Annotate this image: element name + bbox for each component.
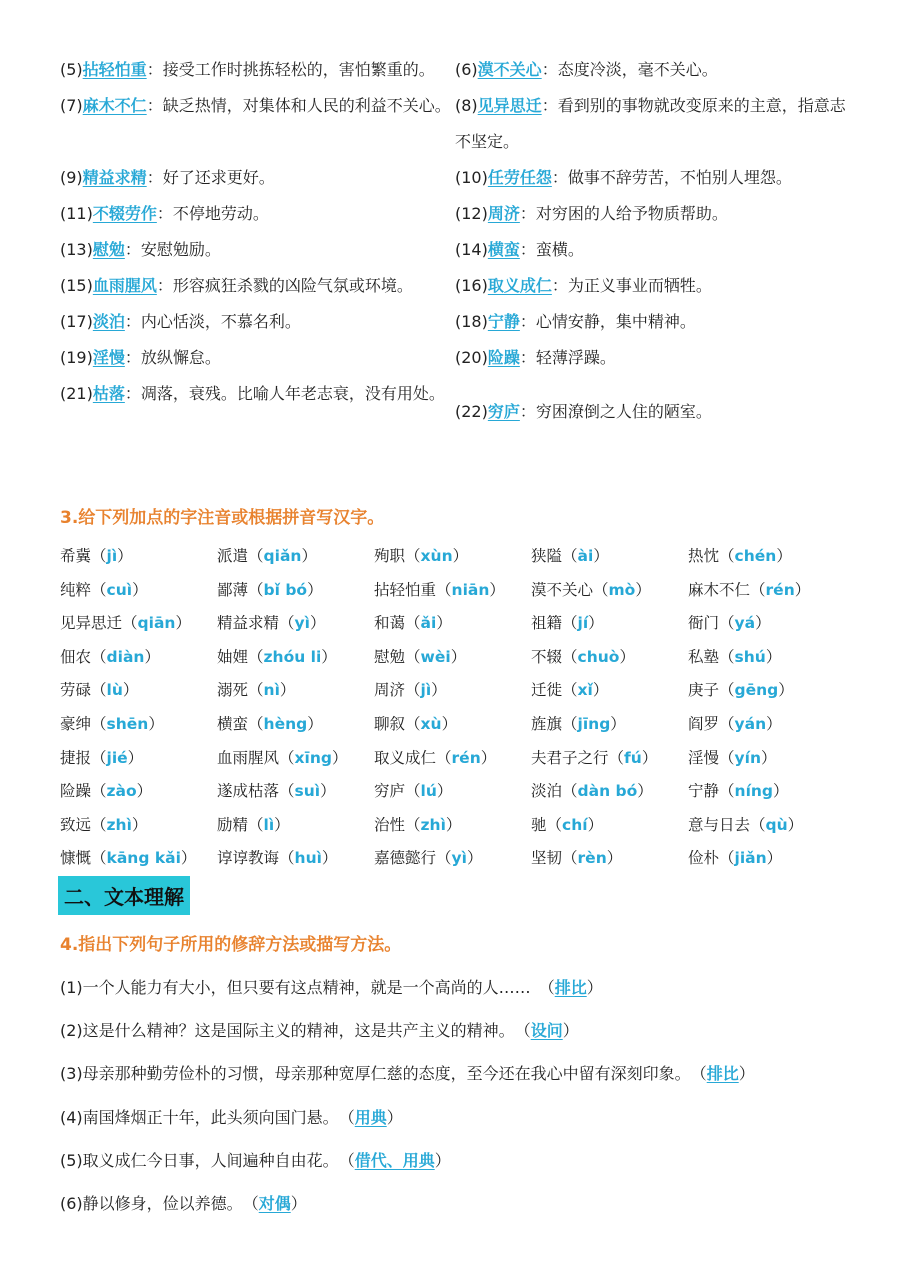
item-number: (13) [60, 240, 93, 259]
item-number: (7) [60, 96, 83, 115]
word: 捷报 [60, 748, 92, 767]
answer: 排比 [554, 978, 587, 997]
pinyin: lú [420, 782, 437, 801]
sentence-text: 静以修身，俭以养德。 [82, 1193, 243, 1213]
pinyin: xǐ [577, 681, 593, 700]
pinyin-item: 不辍（chuò） [531, 647, 635, 666]
pinyin: chuò [577, 647, 620, 666]
word: 迁徙 [531, 681, 563, 700]
pinyin: yán [734, 714, 767, 733]
pinyin: xīng [294, 748, 332, 767]
pinyin: bǐ bó [263, 580, 308, 599]
pinyin-item: 豪绅（shēn） [60, 714, 164, 733]
pinyin-item: 穷庐（lú） [374, 782, 453, 801]
pinyin: zhóu li [263, 647, 322, 666]
vocab-word: 淫慢 [92, 348, 125, 367]
item-number: (1) [60, 978, 83, 997]
pinyin-item: 聊叙（xù） [374, 714, 458, 733]
pinyin-item: 驰（chí） [531, 815, 604, 834]
pinyin: suì [294, 782, 321, 801]
word: 意与日去 [688, 815, 751, 834]
word: 俭朴 [688, 849, 720, 868]
sentence-text: 一个人能力有大小，但只要有这点精神，就是一个高尚的人…… [82, 978, 531, 997]
word: 慰勉 [374, 647, 406, 666]
vocab-definition: ：缺乏热情，对集体和人民的利益不关心。 [146, 96, 451, 115]
word: 希冀 [60, 547, 92, 565]
item-number: (2) [60, 1021, 83, 1041]
vocab-word: 拈轻怕重 [82, 60, 147, 79]
pinyin: yì [294, 614, 310, 633]
pinyin-item: 慷慨（kāng kǎi） [60, 849, 197, 868]
item-number: (18) [455, 312, 488, 331]
word: 纯粹 [60, 580, 92, 599]
vocab-item [60, 196, 455, 232]
vocab-word: 穷庐 [487, 402, 520, 421]
word: 横蛮 [217, 714, 249, 733]
pinyin: ǎi [420, 614, 437, 633]
pinyin: diàn [106, 647, 145, 666]
word: 旌旗 [531, 714, 563, 733]
vocab-row [60, 376, 860, 430]
vocab-item [455, 160, 850, 196]
pinyin: rén [765, 580, 795, 599]
pinyin-grid [60, 540, 860, 876]
vocab-definition: ：穷困潦倒之人住的陋室。 [519, 402, 712, 421]
vocab-definition: ：轻薄浮躁。 [519, 348, 616, 367]
word: 励精 [217, 815, 249, 834]
sentence-text: 这是什么精神？这是国际主义的精神，这是共产主义的精神。 [82, 1021, 515, 1041]
pinyin: shú [734, 647, 766, 666]
item-number: (8) [455, 96, 478, 115]
vocab-word: 漠不关心 [477, 60, 542, 79]
pinyin: ài [577, 547, 594, 565]
pinyin-item: 夫君子之行（fú） [531, 748, 658, 767]
sentence-list [60, 966, 880, 1225]
pinyin: qiǎn [263, 547, 302, 565]
word: 穷庐 [374, 782, 406, 801]
pinyin-item: 励精（lì） [217, 815, 290, 834]
vocab-definition: ：安慰勉励。 [124, 240, 221, 259]
sentence-item: (4)南国烽烟正十年，此头须向国门悬。 （用典） [60, 1107, 403, 1127]
vocab-row [60, 52, 860, 88]
pinyin: wèi [420, 647, 451, 666]
vocab-word: 不辍劳作 [92, 204, 157, 223]
vocab-word: 血雨腥风 [92, 276, 157, 295]
vocab-definition: ：放纵懈怠。 [124, 348, 221, 367]
pinyin: jiǎn [734, 849, 767, 868]
word: 宁静 [688, 782, 720, 801]
pinyin-row [60, 641, 860, 675]
word: 私塾 [688, 647, 720, 666]
pinyin: jí [577, 614, 589, 633]
item-number: (12) [455, 204, 488, 223]
vocab-word: 淡泊 [92, 312, 125, 331]
pinyin-item: 见异思迁（qiān） [60, 614, 191, 633]
pinyin-item: 横蛮（hèng） [217, 714, 323, 733]
pinyin-item: 佃农（diàn） [60, 647, 160, 666]
pinyin-item: 纯粹（cuì） [60, 580, 148, 599]
word: 聊叙 [374, 714, 406, 733]
answer: 排比 [706, 1064, 739, 1084]
pinyin-item: 衙门（yá） [688, 614, 771, 633]
vocab-item [455, 52, 850, 88]
pinyin: niān [451, 580, 490, 599]
vocab-item [60, 340, 455, 376]
vocab-row [60, 232, 860, 268]
pinyin-item: 溺死（nì） [217, 681, 296, 700]
vocab-definition: ：凋落，衰残。比喻人年老志衰，没有用处。 [124, 384, 445, 403]
sentence-item: (5)取义成仁今日事，人间遍种自由花。 （借代、用典） [60, 1150, 451, 1170]
pinyin-item: 治性（zhì） [374, 815, 462, 834]
vocab-item [60, 376, 455, 430]
pinyin: yín [734, 748, 761, 767]
answer: 设问 [530, 1021, 563, 1041]
vocab-word: 麻木不仁 [82, 96, 147, 115]
pinyin-item: 旌旗（jīng） [531, 714, 626, 733]
vocab-definition: ：蛮横。 [519, 240, 584, 259]
vocab-item [455, 232, 850, 268]
vocab-definition: ：看到别的事物就改变原来的主意，指意志不坚定。 [455, 96, 846, 151]
word: 不辍 [531, 647, 563, 666]
word: 周济 [374, 681, 406, 700]
pinyin-item: 殉职（xùn） [374, 547, 469, 565]
vocab-definition: ：心情安静，集中精神。 [519, 312, 696, 331]
pinyin-item: 狭隘（ài） [531, 547, 609, 565]
vocab-item [60, 268, 455, 304]
item-number: (15) [60, 276, 93, 295]
pinyin: yá [734, 614, 756, 633]
vocab-word: 横蛮 [487, 240, 520, 259]
pinyin-item: 迁徙（xǐ） [531, 681, 609, 700]
pinyin-item: 希冀（jì） [60, 547, 133, 565]
word: 精益求精 [217, 614, 280, 633]
word: 谆谆教诲 [217, 849, 280, 868]
pinyin-item: 谆谆教诲（huì） [217, 849, 338, 868]
item-number: (21) [60, 384, 93, 403]
vocab-word: 枯落 [92, 384, 125, 403]
word: 遂成枯落 [217, 782, 280, 801]
pinyin: chí [562, 815, 588, 834]
pinyin: jīng [577, 714, 611, 733]
vocab-row [60, 196, 860, 232]
vocab-word: 精益求精 [82, 168, 147, 187]
pinyin-item: 和蔼（ǎi） [374, 614, 452, 633]
pinyin: chén [734, 547, 777, 565]
vocab-item [455, 304, 850, 340]
pinyin-item: 妯娌（zhóu li） [217, 647, 337, 666]
pinyin-row [60, 742, 860, 776]
item-number: (16) [455, 276, 488, 295]
word: 险躁 [60, 782, 92, 801]
word: 阎罗 [688, 714, 720, 733]
vocab-word: 见异思迁 [477, 96, 542, 115]
answer: 用典 [354, 1107, 387, 1127]
pinyin-item: 遂成枯落（suì） [217, 782, 336, 801]
vocab-word: 慰勉 [92, 240, 125, 259]
pinyin-item: 意与日去（qù） [688, 815, 804, 834]
sentence-item: (6)静以修身，俭以养德。 （对偶） [60, 1193, 307, 1213]
vocab-definition: ：做事不辞劳苦，不怕别人埋怨。 [551, 168, 792, 187]
item-number: (17) [60, 312, 93, 331]
section3-heading: 3.给下列加点的字注音或根据拼音写汉字。 [60, 508, 385, 528]
item-number: (19) [60, 348, 93, 367]
word: 衙门 [688, 614, 720, 633]
pinyin: dàn bó [577, 782, 638, 801]
pinyin: cuì [106, 580, 133, 599]
vocab-word: 周济 [487, 204, 520, 223]
answer: 借代、用典 [354, 1150, 435, 1170]
pinyin: zhì [420, 815, 446, 834]
pinyin-item: 坚韧（rèn） [531, 849, 623, 868]
pinyin-item: 嘉德懿行（yì） [374, 849, 483, 868]
word: 嘉德懿行 [374, 849, 437, 868]
pinyin-row [60, 809, 860, 843]
word: 热忱 [688, 547, 720, 565]
vocab-word: 取义成仁 [487, 276, 552, 295]
vocab-row [60, 268, 860, 304]
word: 妯娌 [217, 647, 249, 666]
item-number: (22) [455, 402, 488, 421]
vocab-definition: ：形容疯狂杀戮的凶险气氛或环境。 [156, 276, 413, 295]
pinyin: rén [451, 748, 481, 767]
pinyin: lù [106, 681, 123, 700]
pinyin: mò [608, 580, 636, 599]
pinyin-item: 阎罗（yán） [688, 714, 782, 733]
pinyin-item: 取义成仁（rén） [374, 748, 497, 767]
word: 庚子 [688, 681, 720, 700]
word: 劳碌 [60, 681, 92, 700]
pinyin: huì [294, 849, 322, 868]
item-number: (5) [60, 1150, 83, 1170]
vocab-row [60, 88, 860, 160]
pinyin: jì [106, 547, 118, 565]
word: 溺死 [217, 681, 249, 700]
vocab-list [60, 52, 860, 430]
pinyin-row [60, 540, 860, 574]
pinyin-item: 周济（jì） [374, 681, 447, 700]
vocab-definition: ：为正义事业而牺牲。 [551, 276, 712, 295]
word: 取义成仁 [374, 748, 437, 767]
sentence-item: (1)一个人能力有大小，但只要有这点精神，就是一个高尚的人…… （排比） [60, 978, 603, 997]
pinyin-item: 私塾（shú） [688, 647, 782, 666]
pinyin-item: 热忱（chén） [688, 547, 792, 565]
answer: 对偶 [258, 1193, 291, 1213]
sentence-text: 取义成仁今日事，人间遍种自由花。 [82, 1150, 339, 1170]
word: 夫君子之行 [531, 748, 609, 767]
pinyin-item: 俭朴（jiǎn） [688, 849, 783, 868]
word: 致远 [60, 815, 92, 834]
pinyin: yì [451, 849, 467, 868]
pinyin: shēn [106, 714, 149, 733]
section2-heading: 二、文本理解 [58, 876, 190, 915]
word: 祖籍 [531, 614, 563, 633]
vocab-definition: ：不停地劳动。 [156, 204, 269, 223]
pinyin-item: 致远（zhì） [60, 815, 148, 834]
item-number: (6) [60, 1193, 83, 1213]
pinyin: zhì [106, 815, 132, 834]
word: 治性 [374, 815, 406, 834]
vocab-definition: ：对穷困的人给予物质帮助。 [519, 204, 728, 223]
vocab-item [455, 376, 850, 430]
pinyin-item: 麻木不仁（rén） [688, 580, 811, 599]
item-number: (14) [455, 240, 488, 259]
pinyin: zào [106, 782, 137, 801]
item-number: (4) [60, 1107, 83, 1127]
pinyin-item: 血雨腥风（xīng） [217, 748, 348, 767]
word: 殉职 [374, 547, 406, 565]
word: 佃农 [60, 647, 92, 666]
vocab-row [60, 160, 860, 196]
item-number: (20) [455, 348, 488, 367]
pinyin-item: 慰勉（wèi） [374, 647, 467, 666]
pinyin: hèng [263, 714, 308, 733]
pinyin-item: 捷报（jié） [60, 748, 144, 767]
word: 漠不关心 [531, 580, 594, 599]
word: 见异思迁 [60, 614, 123, 633]
pinyin: qù [765, 815, 788, 834]
word: 驰 [531, 815, 547, 834]
pinyin-item: 险躁（zào） [60, 782, 153, 801]
pinyin-item: 宁静（níng） [688, 782, 789, 801]
pinyin: kāng kǎi [106, 849, 181, 868]
vocab-item [60, 88, 455, 160]
pinyin-row [60, 574, 860, 608]
pinyin: rèn [577, 849, 607, 868]
pinyin: fú [624, 748, 642, 767]
pinyin-row [60, 775, 860, 809]
pinyin-row [60, 607, 860, 641]
pinyin-item: 庚子（gēng） [688, 681, 794, 700]
pinyin-row [60, 842, 860, 876]
sentence-text: 南国烽烟正十年，此头须向国门悬。 [82, 1107, 339, 1127]
pinyin: nì [263, 681, 280, 700]
vocab-definition: ：态度冷淡，毫不关心。 [541, 60, 718, 79]
item-number: (6) [455, 60, 478, 79]
word: 和蔼 [374, 614, 406, 633]
word: 豪绅 [60, 714, 92, 733]
word: 鄙薄 [217, 580, 249, 599]
sentence-text: 母亲那种勤劳俭朴的习惯，母亲那种宽厚仁慈的态度，至今还在我心中留有深刻印象。 [82, 1064, 691, 1084]
vocab-definition: ：好了还求更好。 [146, 168, 275, 187]
pinyin: níng [734, 782, 774, 801]
vocab-definition: ：接受工作时挑拣轻松的，害怕繁重的。 [146, 60, 435, 79]
pinyin-row [60, 708, 860, 742]
word: 淫慢 [688, 748, 720, 767]
item-number: (9) [60, 168, 83, 187]
pinyin-item: 祖籍（jí） [531, 614, 604, 633]
word: 血雨腥风 [217, 748, 280, 767]
vocab-item [60, 304, 455, 340]
word: 拈轻怕重 [374, 580, 437, 599]
pinyin-item: 派遣（qiǎn） [217, 547, 317, 565]
word: 麻木不仁 [688, 580, 751, 599]
vocab-word: 宁静 [487, 312, 520, 331]
item-number: (11) [60, 204, 93, 223]
pinyin: qiān [137, 614, 176, 633]
vocab-definition: ：内心恬淡，不慕名利。 [124, 312, 301, 331]
word: 派遣 [217, 547, 249, 565]
pinyin-item: 劳碌（lù） [60, 681, 139, 700]
item-number: (10) [455, 168, 488, 187]
sentence-item: (2)这是什么精神？这是国际主义的精神，这是共产主义的精神。 （设问） [60, 1021, 579, 1041]
word: 慷慨 [60, 849, 92, 868]
item-number: (5) [60, 60, 83, 79]
vocab-item [455, 340, 850, 376]
pinyin-item: 漠不关心（mò） [531, 580, 651, 599]
pinyin-item: 鄙薄（bǐ bó） [217, 580, 323, 599]
pinyin: lì [263, 815, 275, 834]
vocab-item [455, 196, 850, 232]
vocab-row [60, 304, 860, 340]
vocab-item [455, 88, 850, 160]
pinyin: jié [106, 748, 128, 767]
sentence-item: (3)母亲那种勤劳俭朴的习惯，母亲那种宽厚仁慈的态度，至今还在我心中留有深刻印象。 （排比） [60, 1064, 755, 1084]
word: 狭隘 [531, 547, 563, 565]
item-number: (3) [60, 1064, 83, 1084]
pinyin-item: 精益求精（yì） [217, 614, 326, 633]
word: 坚韧 [531, 849, 563, 868]
vocab-item [455, 268, 850, 304]
pinyin: gēng [734, 681, 779, 700]
vocab-item [60, 160, 455, 196]
section4-heading: 4.指出下列句子所用的修辞方法或描写方法。 [60, 935, 402, 955]
pinyin-item: 淫慢（yín） [688, 748, 777, 767]
pinyin-item: 拈轻怕重（niān） [374, 580, 505, 599]
vocab-item [60, 52, 455, 88]
vocab-row [60, 340, 860, 376]
pinyin: xùn [420, 547, 453, 565]
pinyin: xù [420, 714, 442, 733]
word: 淡泊 [531, 782, 563, 801]
pinyin-item: 淡泊（dàn bó） [531, 782, 653, 801]
vocab-word: 险躁 [487, 348, 520, 367]
vocab-item [60, 232, 455, 268]
vocab-word: 任劳任怨 [487, 168, 552, 187]
pinyin: jì [420, 681, 432, 700]
pinyin-row [60, 674, 860, 708]
